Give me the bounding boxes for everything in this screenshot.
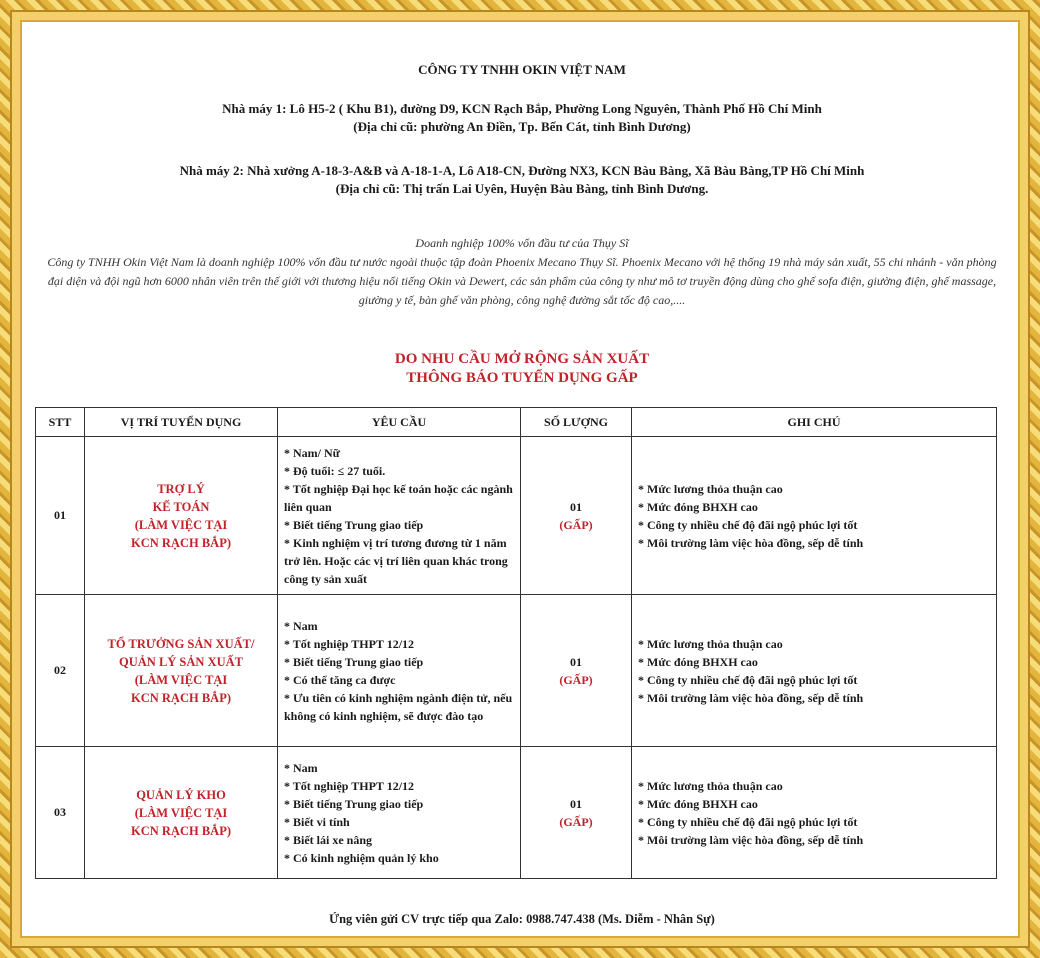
note-item: * Công ty nhiều chế độ đãi ngộ phúc lợi tốt: [638, 517, 858, 532]
factory-2-old-address: (Địa chỉ cũ: Thị trấn Lai Uyên, Huyện Bàu Bàng, tỉnh Bình Dương.: [335, 181, 709, 196]
headline-line-2: THÔNG BÁO TUYỂN DỤNG GẤP: [406, 370, 638, 386]
requirement-item: * Biết tiếng Trung giao tiếp: [284, 654, 424, 669]
quantity-value: 01: [570, 499, 582, 514]
job-table: [35, 407, 997, 879]
company-intro: [42, 234, 1002, 310]
note-item: * Công ty nhiều chế độ đãi ngộ phúc lợi tốt: [638, 814, 858, 829]
note-item: * Mức lương thỏa thuận cao: [638, 778, 783, 793]
position-line: TRỢ LÝ: [157, 481, 205, 496]
requirement-item: * Nam: [284, 760, 318, 775]
headline-line-1: DO NHU CẦU MỞ RỘNG SẢN XUẤT: [394, 351, 650, 367]
note-item: * Môi trường làm việc hòa đồng, sếp dễ tính: [638, 535, 864, 550]
row-notes: [632, 595, 997, 747]
table-row: [36, 437, 997, 595]
requirement-item: * Tốt nghiệp Đại học kế toán hoặc các ngành liên quan: [284, 481, 513, 514]
position-line: (LÀM VIỆC TẠI: [134, 805, 228, 820]
row-requirements: [278, 747, 521, 879]
note-item: * Mức lương thỏa thuận cao: [638, 481, 783, 496]
requirement-item: * Nam: [284, 618, 318, 633]
requirement-item: * Có kinh nghiệm quản lý kho: [284, 850, 439, 865]
contact-footer: Ứng viên gửi CV trực tiếp qua Zalo: 0988.747.438 (Ms. Diễm - Nhân Sự): [329, 912, 715, 926]
position-line: KCN RẠCH BẮP): [131, 535, 231, 550]
requirement-item: * Độ tuổi: ≤ 27 tuổi.: [284, 463, 386, 478]
row-quantity: [521, 595, 632, 747]
row-position: [85, 747, 278, 879]
header-position: VỊ TRÍ TUYỂN DỤNG: [85, 408, 278, 437]
recruitment-notice: [20, 20, 1020, 938]
requirement-item: * Tốt nghiệp THPT 12/12: [284, 778, 415, 793]
requirement-item: * Nam/ Nữ: [284, 445, 340, 460]
job-rows: [36, 437, 997, 879]
requirement-item: * Biết tiếng Trung giao tiếp: [284, 796, 424, 811]
position-line: KCN RẠCH BẮP): [131, 690, 231, 705]
position-line: TỔ TRƯỞNG SẢN XUẤT/: [107, 636, 255, 651]
quantity-value: 01: [570, 796, 582, 811]
requirement-item: * Kinh nghiệm vị trí tương đương từ 1 năm trở lên. Hoặc các vị trí liên quan khác trong công ty sản xuất: [284, 535, 508, 586]
row-notes: [632, 437, 997, 595]
row-requirements: [278, 595, 521, 747]
intro-description: Công ty TNHH Okin Việt Nam là doanh nghiệp 100% vốn đầu tư nước ngoài thuộc tập đoàn Phoenix Mecano Thụy Sĩ. Phoenix Mecano với hệ thống 19 nhà máy sản xuất, 55 chi nhánh - văn phòng đại diện và đội ngũ hơn 6000 nhân viên trên thế giới với thương hiệu nổi tiếng Okin và Dewert, các sản phẩm của công ty như mô tơ truyền động dùng cho ghế sofa điện, giường điện, ghế massage, giường y tế, bàn ghế văn phòng, công nghệ đường sắt tốc độ cao,....: [47, 255, 997, 307]
position-line: QUẢN LÝ KHO: [136, 787, 226, 802]
row-position: [85, 437, 278, 595]
row-quantity: [521, 747, 632, 879]
factory-2-line: Nhà máy 2: Nhà xưởng A-18-3-A&B và A-18-1-A, Lô A18-CN, Đường NX3, KCN Bàu Bàng, Xã Bàu Bàng,TP Hồ Chí Minh: [179, 163, 865, 178]
position-line: QUẢN LÝ SẢN XUẤT: [119, 654, 243, 669]
urgent-badge: (GẤP): [559, 517, 593, 532]
note-item: * Môi trường làm việc hòa đồng, sếp dễ tính: [638, 690, 864, 705]
requirement-item: * Có thể tăng ca được: [284, 672, 396, 687]
row-requirements: [278, 437, 521, 595]
position-line: (LÀM VIỆC TẠI: [134, 672, 228, 687]
note-item: * Mức đóng BHXH cao: [638, 796, 758, 811]
requirement-item: * Biết lái xe nâng: [284, 832, 373, 847]
requirement-item: * Biết tiếng Trung giao tiếp: [284, 517, 424, 532]
recruitment-headline: [22, 350, 1022, 388]
company-name: CÔNG TY TNHH OKIN VIỆT NAM: [418, 62, 626, 77]
header-stt: STT: [36, 408, 85, 437]
row-stt: 03: [36, 747, 85, 879]
note-item: * Mức lương thỏa thuận cao: [638, 636, 783, 651]
position-line: (LÀM VIỆC TẠI: [134, 517, 228, 532]
factory-1-line: Nhà máy 1: Lô H5-2 ( Khu B1), đường D9, KCN Rạch Bắp, Phường Long Nguyên, Thành Phố Hồ Chí Minh: [222, 101, 822, 116]
factory-1-address: [22, 100, 1022, 136]
urgent-badge: (GẤP): [559, 814, 593, 829]
requirement-item: * Tốt nghiệp THPT 12/12: [284, 636, 415, 651]
quantity-value: 01: [570, 654, 582, 669]
position-line: KCN RẠCH BẮP): [131, 823, 231, 838]
row-position: [85, 595, 278, 747]
row-quantity: [521, 437, 632, 595]
table-header-row: [36, 408, 997, 437]
position-line: KẾ TOÁN: [152, 499, 210, 514]
factory-2-address: [22, 162, 1022, 198]
requirement-item: * Biết vi tính: [284, 814, 350, 829]
row-stt: 02: [36, 595, 85, 747]
requirement-item: * Ưu tiên có kinh nghiệm ngành điện tử, nếu không có kinh nghiệm, sẽ được đào tạo: [284, 690, 513, 723]
note-item: * Mức đóng BHXH cao: [638, 654, 758, 669]
factory-1-old-address: (Địa chỉ cũ: phường An Điền, Tp. Bến Cát, tỉnh Bình Dương): [353, 119, 691, 134]
header-quantity: SỐ LƯỢNG: [521, 408, 632, 437]
header-notes: GHI CHÚ: [632, 408, 997, 437]
note-item: * Môi trường làm việc hòa đồng, sếp dễ tính: [638, 832, 864, 847]
intro-tagline: Doanh nghiệp 100% vốn đầu tư của Thụy Sĩ: [415, 236, 629, 250]
table-row: [36, 595, 997, 747]
row-stt: 01: [36, 437, 85, 595]
note-item: * Công ty nhiều chế độ đãi ngộ phúc lợi tốt: [638, 672, 858, 687]
note-item: * Mức đóng BHXH cao: [638, 499, 758, 514]
header-requirements: YÊU CẦU: [278, 408, 521, 437]
table-row: [36, 747, 997, 879]
urgent-badge: (GẤP): [559, 672, 593, 687]
row-notes: [632, 747, 997, 879]
